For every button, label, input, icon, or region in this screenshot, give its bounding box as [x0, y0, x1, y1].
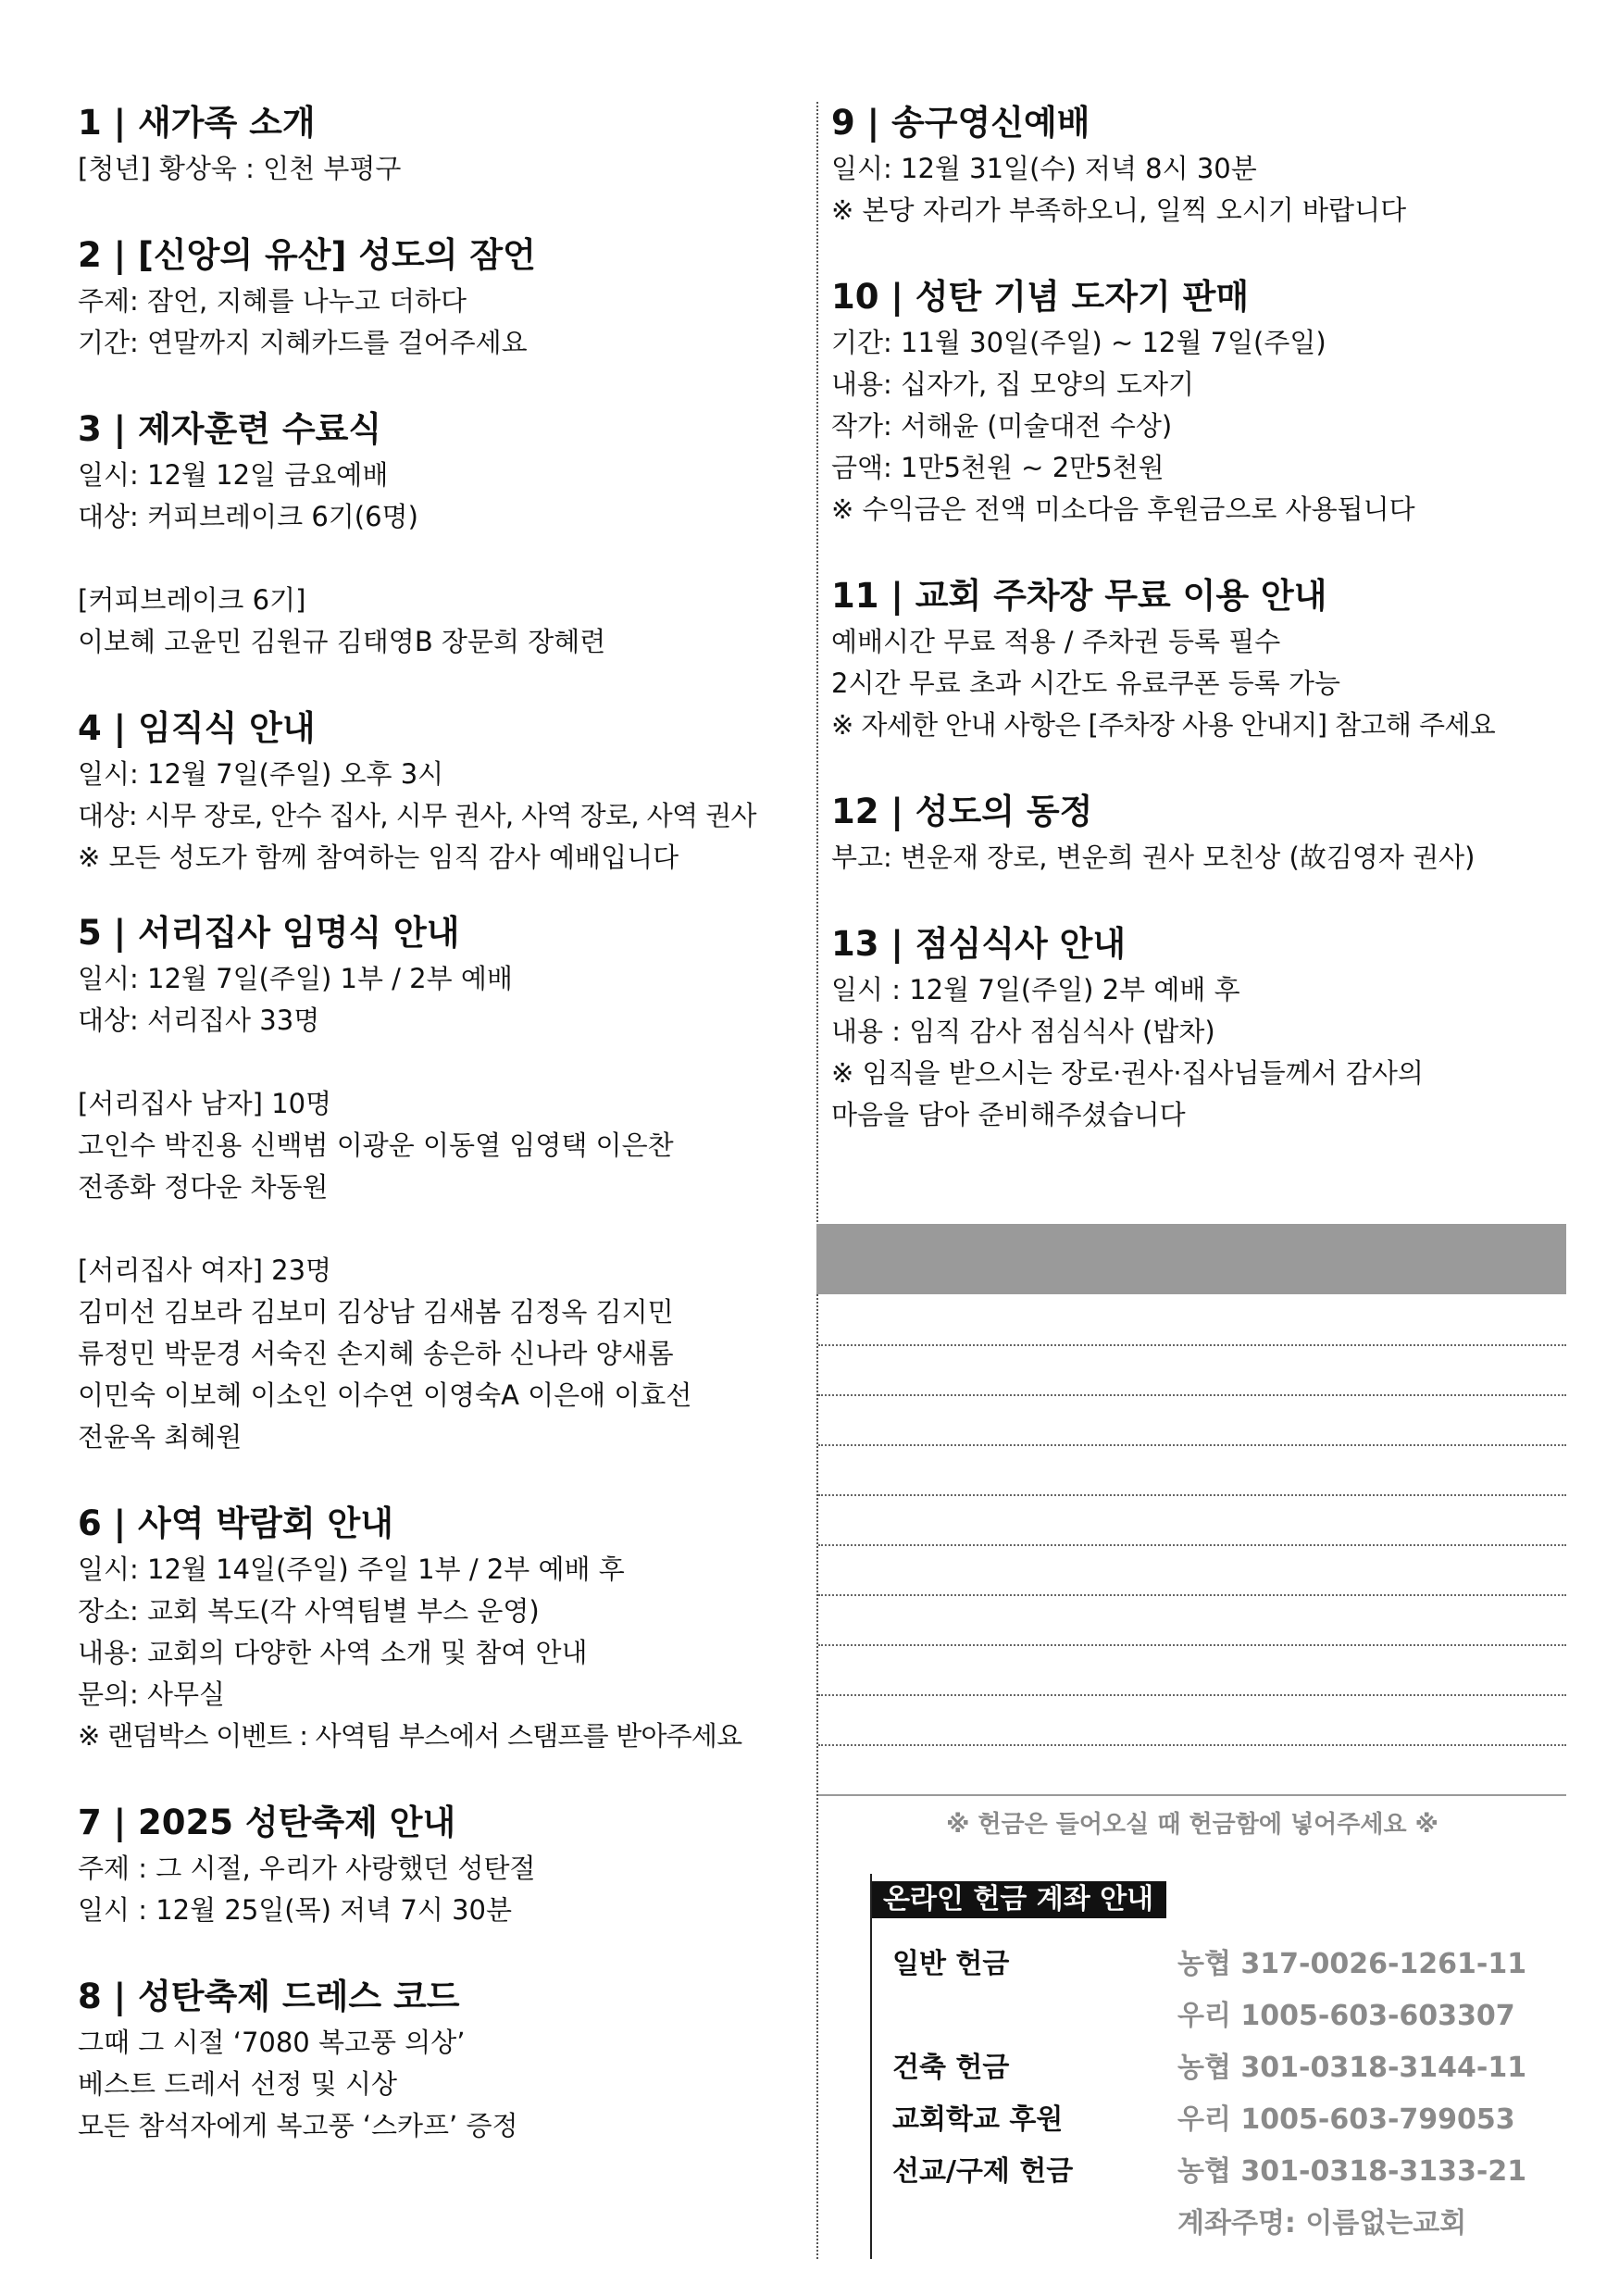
section-parking [831, 573, 1563, 746]
section-line: 일시 : 12월 7일(주일) 2부 예배 후 [831, 974, 1240, 1005]
memo-line [818, 1494, 1566, 1496]
section-line: 장소: 교회 복도(각 사역팀별 부스 운영) [78, 1595, 540, 1627]
section-line: 대상: 서리집사 33명 [78, 1004, 320, 1036]
section-line: ※ 본당 자리가 부족하오니, 일찍 오시기 바랍니다 [831, 194, 1407, 226]
account-holder: 계좌주명: 이름없는교회 [1177, 2207, 1467, 2240]
account-label: 교회학교 후원 [892, 2103, 1064, 2136]
section-line: 주제: 잠언, 지혜를 나누고 더하다 [78, 285, 467, 317]
section-line: 일시 : 12월 25일(목) 저녁 7시 30분 [78, 1894, 512, 1926]
account-number: 농협 317-0026-1261-11 [1177, 1948, 1527, 1980]
section-line: ※ 랜덤박스 이벤트 : 사역팀 부스에서 스탬프를 받아주세요 [78, 1720, 742, 1752]
section-christmas-festival [78, 1800, 809, 1931]
memo-line [818, 1594, 1566, 1596]
section-lunch [831, 921, 1563, 1136]
section-line: 류정민 박문경 서숙진 손지혜 송은하 신나라 양새롬 [78, 1338, 674, 1369]
memo-line [818, 1744, 1566, 1746]
section-title: 1 | 새가족 소개 [78, 103, 316, 143]
section-discipleship-graduation [78, 406, 809, 663]
account-number: 농협 301-0318-3144-11 [1177, 2052, 1527, 2084]
section-line: 내용 : 임직 감사 점심식사 (밥차) [831, 1016, 1215, 1047]
account-row [892, 2094, 1540, 2146]
section-line: 고인수 박진용 신백범 이광운 이동열 임영택 이은찬 [78, 1129, 674, 1161]
section-line: 마음을 담아 준비해주셨습니다 [831, 1099, 1186, 1130]
section-line: 김미선 김보라 김보미 김상남 김새봄 김정옥 김지민 [78, 1296, 674, 1328]
section-pottery-sale [831, 274, 1563, 530]
section-new-family [78, 100, 809, 190]
section-new-year-service [831, 100, 1563, 231]
section-title: 2 | [신앙의 유산] 성도의 잠언 [78, 235, 536, 275]
section-line: 2시간 무료 초과 시간도 유료쿠폰 등록 가능 [831, 668, 1340, 699]
section-line: 대상: 시무 장로, 안수 집사, 시무 권사, 사역 장로, 사역 권사 [78, 800, 756, 831]
section-line: 문의: 사무실 [78, 1678, 226, 1710]
account-row [892, 2198, 1540, 2250]
account-label: 일반 헌금 [892, 1948, 1010, 1980]
section-line: 일시: 12월 7일(주일) 오후 3시 [78, 758, 444, 790]
section-line: 전윤옥 최혜원 [78, 1421, 243, 1453]
section-line: ※ 임직을 받으시는 장로·권사·집사님들께서 감사의 [831, 1057, 1424, 1089]
account-label: 건축 헌금 [892, 2052, 1010, 2084]
section-line: [커피브레이크 6기] [78, 584, 306, 616]
account-row [892, 2146, 1540, 2198]
section-dress-code [78, 1974, 809, 2147]
memo-line [818, 1644, 1566, 1646]
account-row [892, 1990, 1540, 2042]
section-title: 11 | 교회 주차장 무료 이용 안내 [831, 576, 1327, 616]
memo-line [818, 1394, 1566, 1396]
offering-notice: ※ 헌금은 들어오실 때 헌금함에 넣어주세요 ※ [946, 1811, 1438, 1839]
account-row [892, 2042, 1540, 2094]
account-number: 우리 1005-603-603307 [1177, 2000, 1515, 2032]
left-column [78, 100, 809, 2147]
account-row [892, 1939, 1540, 1990]
section-line: 이민숙 이보혜 이소인 이수연 이영숙A 이은애 이효선 [78, 1379, 692, 1411]
section-line: 작가: 서해윤 (미술대전 수상) [831, 410, 1173, 442]
section-line: 내용: 교회의 다양한 사역 소개 및 참여 안내 [78, 1637, 588, 1668]
section-line: ※ 모든 성도가 함께 참여하는 임직 감사 예배입니다 [78, 842, 679, 873]
section-title: 3 | 제자훈련 수료식 [78, 409, 382, 449]
section-title: 13 | 점심식사 안내 [831, 924, 1127, 964]
account-label: 선교/구제 헌금 [892, 2155, 1074, 2188]
online-offering-accounts [870, 1874, 1538, 2259]
section-line: 기간: 11월 30일(주일) ~ 12월 7일(주일) [831, 327, 1326, 358]
right-column [831, 100, 1563, 1136]
section-line: 이보혜 고윤민 김원규 김태영B 장문희 장혜련 [78, 626, 606, 657]
memo-line [818, 1694, 1566, 1696]
section-line: 기간: 연말까지 지혜카드를 걸어주세요 [78, 327, 528, 358]
section-line: 대상: 커피브레이크 6기(6명) [78, 501, 418, 532]
memo-line [818, 1444, 1566, 1446]
accounts-title: 온라인 헌금 계좌 안내 [872, 1881, 1166, 1918]
section-line: 모든 참석자에게 복고풍 ‘스카프’ 증정 [78, 2110, 518, 2141]
section-title: 6 | 사역 박람회 안내 [78, 1504, 393, 1543]
section-line: 금액: 1만5천원 ~ 2만5천원 [831, 452, 1164, 483]
section-line: [청년] 황상욱 : 인천 부평구 [78, 153, 402, 184]
account-number: 농협 301-0318-3133-21 [1177, 2155, 1527, 2188]
account-number: 우리 1005-603-799053 [1177, 2103, 1515, 2136]
section-title: 8 | 성탄축제 드레스 코드 [78, 1977, 460, 2016]
section-title: 7 | 2025 성탄축제 안내 [78, 1803, 456, 1842]
section-title: 4 | 임직식 안내 [78, 708, 316, 748]
section-line: [서리집사 여자] 23명 [78, 1254, 332, 1286]
section-line: 그때 그 시절 ‘7080 복고풍 의상’ [78, 2027, 466, 2058]
section-member-news [831, 789, 1563, 879]
section-proverbs [78, 232, 809, 364]
section-line: 일시: 12월 7일(주일) 1부 / 2부 예배 [78, 963, 513, 994]
memo-bottom-line [818, 1794, 1566, 1796]
memo-line [818, 1544, 1566, 1546]
memo-header-bar [816, 1224, 1566, 1294]
section-line: [서리집사 남자] 10명 [78, 1088, 332, 1119]
section-title: 12 | 성도의 동정 [831, 792, 1093, 831]
section-line: 일시: 12월 12일 금요예배 [78, 459, 389, 491]
section-ministry-fair [78, 1501, 809, 1757]
section-line: ※ 수익금은 전액 미소다음 후원금으로 사용됩니다 [831, 493, 1415, 525]
section-line: 전종화 정다운 차동원 [78, 1171, 329, 1203]
section-line: 부고: 변운재 장로, 변운희 권사 모친상 (故김영자 권사) [831, 842, 1476, 873]
section-line: 일시: 12월 14일(주일) 주일 1부 / 2부 예배 후 [78, 1554, 625, 1585]
memo-line [818, 1344, 1566, 1346]
section-line: 주제 : 그 시절, 우리가 사랑했던 성탄절 [78, 1853, 536, 1884]
section-line: 내용: 십자가, 집 모양의 도자기 [831, 368, 1195, 400]
section-line: 베스트 드레서 선정 및 시상 [78, 2068, 398, 2100]
section-title: 9 | 송구영신예배 [831, 103, 1090, 143]
section-title: 10 | 성탄 기념 도자기 판매 [831, 277, 1250, 317]
section-line: ※ 자세한 안내 사항은 [주차장 사용 안내지] 참고해 주세요 [831, 709, 1496, 741]
section-title: 5 | 서리집사 임명식 안내 [78, 913, 460, 953]
section-ordination [78, 705, 809, 879]
column-divider [816, 102, 818, 2259]
section-line: 일시: 12월 31일(수) 저녁 8시 30분 [831, 153, 1257, 184]
section-line: 예배시간 무료 적용 / 주차권 등록 필수 [831, 626, 1281, 657]
section-deacon-appointment [78, 910, 809, 1458]
